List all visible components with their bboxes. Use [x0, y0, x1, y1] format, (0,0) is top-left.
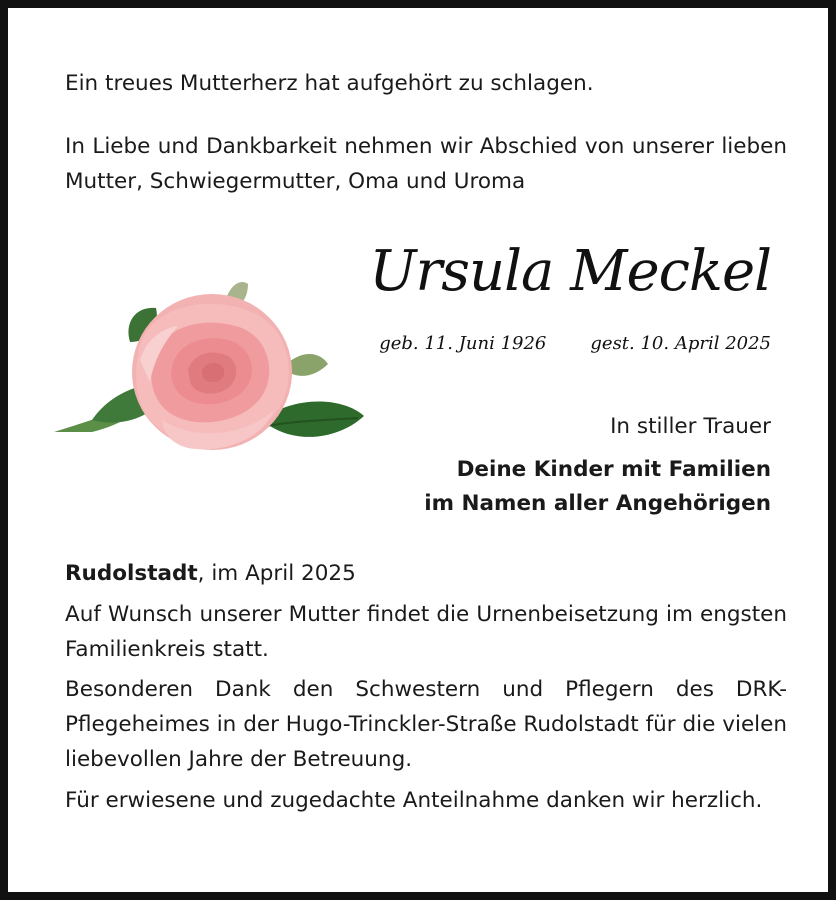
death-date: gest. 10. April 2025: [590, 333, 771, 354]
paragraph-thanks: Besonderen Dank den Schwestern und Pflegern des DRK-Pflegeheimes in der Hugo-Trinckler-Straße Rudolstadt für die vielen liebevollen Jahre der Betreuung.: [65, 677, 787, 772]
paragraph-closing: Für erwiesene und zugedachte Anteilnahme danken wir herzlich.: [65, 788, 763, 813]
mourners-line-1: Deine Kinder mit Familien: [456, 457, 771, 482]
place-date: , im April 2025: [197, 561, 356, 586]
rose-image: [52, 270, 372, 465]
place-name: Rudolstadt: [65, 561, 198, 586]
paragraph-burial: Auf Wunsch unserer Mutter findet die Urnenbeisetzung im engsten Familienkreis statt.: [65, 602, 787, 662]
mourners-line-2: im Namen aller Angehörigen: [424, 491, 771, 516]
place-date-line: [65, 556, 785, 591]
intro-line: Ein treues Mutterherz hat aufgehört zu schlagen.: [65, 71, 594, 96]
life-dates: [351, 330, 771, 358]
farewell-paragraph: In Liebe und Dankbarkeit nehmen wir Abschied von unserer lieben Mutter, Schwiegermutter, Oma und Uroma: [65, 134, 787, 194]
mourning-label: In stiller Trauer: [610, 414, 771, 439]
deceased-name: Ursula Meckel: [369, 239, 771, 304]
birth-date: geb. 11. Juni 1926: [379, 333, 547, 354]
